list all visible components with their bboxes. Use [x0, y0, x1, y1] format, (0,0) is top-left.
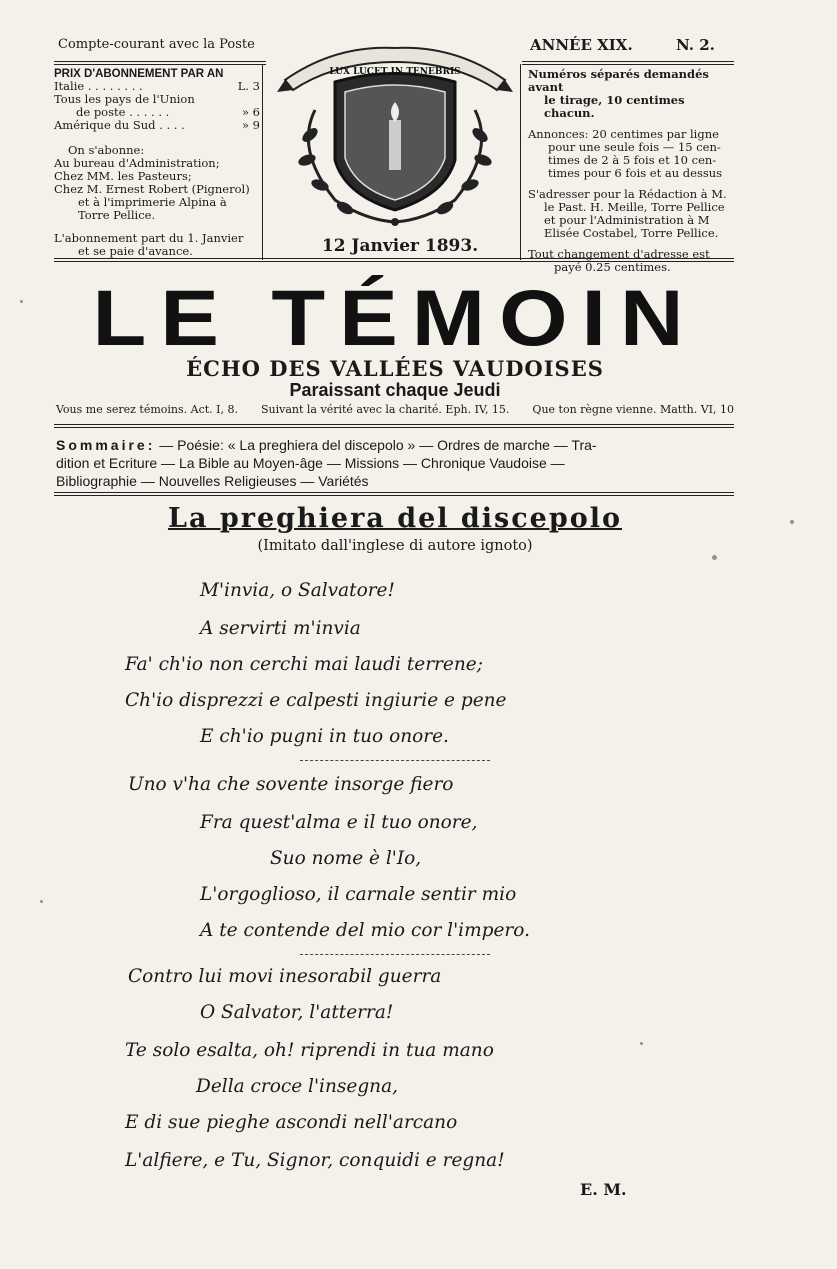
- speckle: [40, 900, 43, 903]
- info-box: [528, 68, 732, 274]
- subscribe-line: Au bureau d'Administration;: [54, 156, 220, 170]
- sommaire-line: — Poésie: « La preghiera del discepolo » — Ordres de marche — Tra-: [159, 437, 597, 453]
- verse-line: Suo nome è l'Io,: [270, 848, 422, 869]
- annonces-line: Annonces: 20 centimes par ligne: [528, 127, 719, 141]
- masthead-title: LE TÉMOIN: [92, 273, 698, 363]
- abonnement-note: L'abonnement part du 1. Janvier: [54, 231, 244, 245]
- adresser-line: et pour l'Administration à M: [544, 213, 710, 227]
- verse-line: Uno v'ha che sovente insorge fiero: [128, 774, 454, 795]
- annonces-line: times de 2 à 5 fois et 10 cen-: [548, 153, 717, 167]
- price-poste-value: » 6: [241, 105, 260, 119]
- verse-line: Della croce l'insegna,: [196, 1076, 399, 1097]
- verse-line: Te solo esalta, oh! riprendi in tua mano: [125, 1040, 494, 1061]
- subscribe-line: et à l'imprimerie Alpina à: [78, 195, 227, 209]
- subscribe-line: Chez MM. les Pasteurs;: [54, 169, 192, 183]
- masthead-frequency: Paraissant chaque Jeudi: [289, 380, 501, 400]
- sommaire: [56, 436, 734, 490]
- masthead-mottos: [56, 403, 734, 416]
- changement-line: Tout changement d'adresse est: [528, 247, 710, 261]
- verse-line: Fa' ch'io non cerchi mai laudi terrene;: [125, 654, 483, 675]
- poem-title: La preghiera del discepolo: [167, 503, 623, 534]
- verse-line: Ch'io disprezzi e calpesti ingiurie e pene: [125, 690, 507, 711]
- speckle: [712, 555, 717, 560]
- price-amerique-label: Amérique du Sud . . . .: [54, 118, 185, 132]
- verse-line: E ch'io pugni in tuo onore.: [200, 726, 449, 747]
- verse-line: O Salvator, l'atterra!: [200, 1002, 394, 1023]
- motto-3: Que ton règne vienne. Matth. VI, 10: [532, 403, 734, 416]
- sommaire-line: Bibliographie — Nouvelles Religieuses — Variétés: [56, 473, 369, 489]
- subscription-title: PRIX D'ABONNEMENT PAR AN: [54, 68, 224, 80]
- annee: ANNÉE XIX.: [530, 36, 633, 54]
- issue-date: 12 Janvier 1893.: [321, 236, 479, 256]
- emblem-shield-icon: [275, 40, 515, 235]
- speckle: [20, 300, 23, 303]
- verse-line: M'invia, o Salvatore!: [200, 580, 395, 601]
- verse-line: Fra quest'alma e il tuo onore,: [200, 812, 478, 833]
- sommaire-label: Sommaire:: [56, 437, 156, 453]
- verse-line: E di sue pieghe ascondi nell'arcano: [125, 1112, 458, 1133]
- verse-line: A te contende del mio cor l'impero.: [200, 920, 530, 941]
- price-union-label: Tous les pays de l'Union: [54, 92, 195, 106]
- verse-line: L'orgoglioso, il carnale sentir mio: [200, 884, 517, 905]
- changement-line: payé 0.25 centimes.: [554, 260, 671, 274]
- price-amerique-value: » 9: [241, 118, 260, 132]
- adresser-line: Elisée Costabel, Torre Pellice.: [544, 226, 719, 240]
- compte-courant: Compte-courant avec la Poste: [58, 37, 255, 52]
- numero: N. 2.: [676, 36, 715, 54]
- signature: E. M.: [580, 1180, 627, 1199]
- subscribe-line: Torre Pellice.: [78, 208, 156, 222]
- speckle: [640, 1042, 643, 1045]
- verse-line: Contro lui movi inesorabil guerra: [128, 966, 442, 987]
- adresser-line: S'adresser pour la Rédaction à M.: [528, 187, 727, 201]
- info-line: Numéros séparés demandés avant: [528, 67, 709, 94]
- subscription-box: [54, 68, 260, 258]
- abonnement-note: et se paie d'avance.: [78, 244, 193, 258]
- emblem-motto: LUX LUCET IN TENEBRIS: [329, 67, 461, 77]
- motto-1: Vous me serez témoins. Act. I, 8.: [56, 403, 239, 416]
- masthead-subtitle: ÉCHO DES VALLÉES VAUDOISES: [186, 356, 604, 381]
- info-line: le tirage, 10 centimes chacun.: [544, 93, 685, 120]
- verse-line: A servirti m'invia: [200, 618, 361, 639]
- price-italie-value: L. 3: [237, 79, 260, 93]
- price-poste-label: de poste . . . . . .: [76, 105, 170, 119]
- price-italie-label: Italie . . . . . . . .: [54, 79, 143, 93]
- subscribe-line: Chez M. Ernest Robert (Pignerol): [54, 182, 250, 196]
- subscribe-line: On s'abonne:: [68, 143, 145, 157]
- poem-subtitle: (Imitato dall'inglese di autore ignoto): [257, 538, 533, 554]
- sommaire-line: dition et Ecriture — La Bible au Moyen-âge — Missions — Chronique Vaudoise —: [56, 455, 565, 471]
- annonces-line: times pour 6 fois et au dessus: [548, 166, 723, 180]
- motto-2: Suivant la vérité avec la charité. Eph. IV, 15.: [261, 403, 510, 416]
- annonces-line: pour une seule fois — 15 cen-: [548, 140, 721, 154]
- speckle: [790, 520, 794, 524]
- verse-line: L'alfiere, e Tu, Signor, conquidi e regna!: [125, 1150, 505, 1171]
- adresser-line: le Past. H. Meille, Torre Pellice: [544, 200, 725, 214]
